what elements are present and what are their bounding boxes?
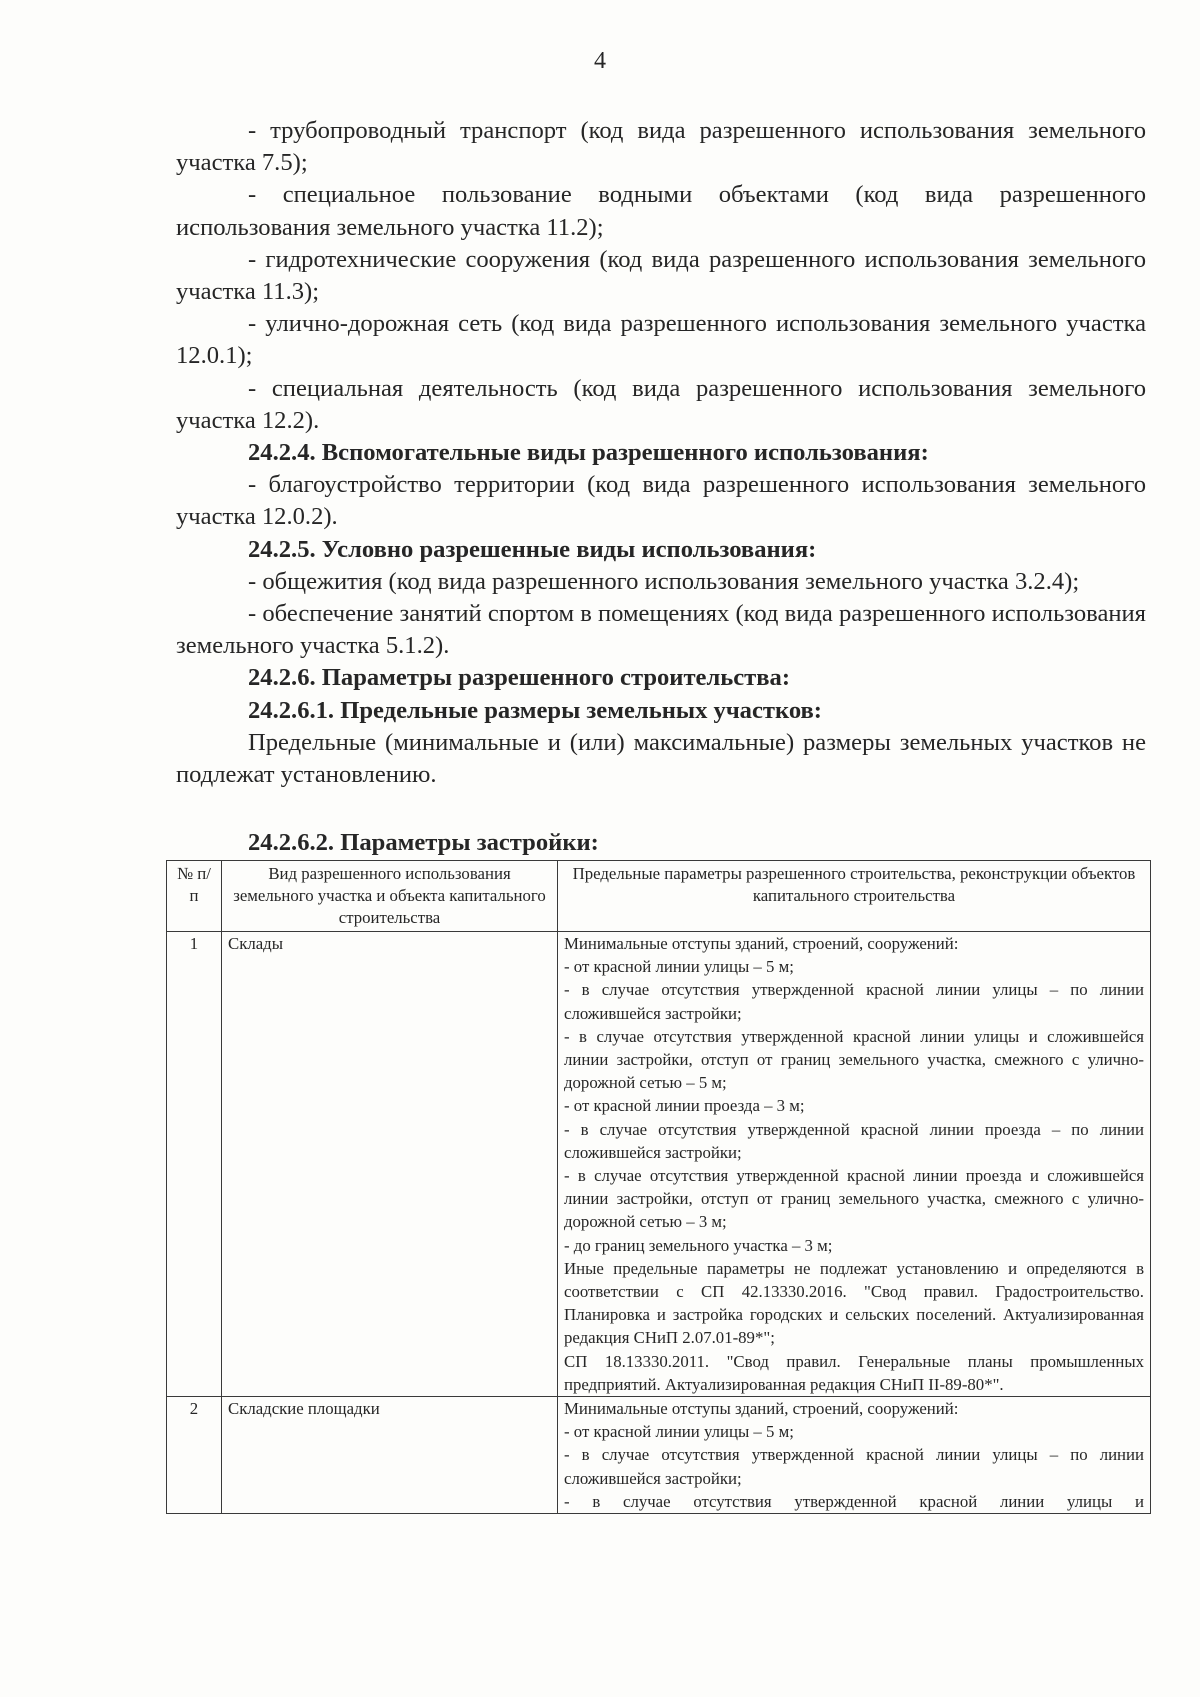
parameter-line: - от красной линии улицы – 5 м; [564,1422,794,1442]
list-item: - общежития (код вида разрешенного использования земельного участка 3.2.4); [248,567,1080,595]
row-number: 1 [167,932,222,1397]
table-header-row [167,861,1151,932]
parameter-line: - от красной линии улицы – 5 м; [564,957,794,977]
row-number: 2 [167,1397,222,1514]
list-item: - улично-дорожная сеть (код вида разрешенного использования земельного участка 12.0.1); [176,310,1146,370]
parameters-table [166,860,1151,1514]
header-number: № п/п [167,861,222,932]
table-heading: 24.2.6.2. Параметры застройки: [248,829,599,856]
parameters-cell [558,1397,1151,1514]
parameter-line: - в случае отсутствия утвержденной красной линии улицы – по линии сложившейся застройки; [564,980,1144,1023]
use-type-cell: Складские площадки [222,1397,558,1514]
table-row [167,1397,1151,1514]
parameter-line: Минимальные отступы зданий, строений, сооружений: [564,1399,959,1419]
parameter-line: - до границ земельного участка – 3 м; [564,1235,833,1255]
header-use-type: Вид разрешенного использования земельного участка и объекта капитального строительства [222,861,558,932]
parameter-line: - в случае отсутствия утвержденной красной линии улицы – по линии сложившейся застройки; [564,1445,1144,1488]
list-item: - специальная деятельность (код вида разрешенного использования земельного участка 12.2). [176,374,1146,434]
list-item: - гидротехнические сооружения (код вида разрешенного использования земельного участка 11.3); [176,245,1146,306]
parameter-line: Минимальные отступы зданий, строений, сооружений: [564,934,959,953]
list-item: - трубопроводный транспорт (код вида разрешенного использования земельного участка 7.5); [176,117,1146,177]
section-heading: 24.2.4. Вспомогательные виды разрешенного использования: [248,439,929,467]
list-item: - обеспечение занятий спортом в помещениях (код вида разрешенного использования земельного участка 5.1.2). [176,600,1146,660]
parameter-line: Иные предельные параметры не подлежат установлению и определяются в соответствии с СП 42.13330.2016. "Свод правил. Градостроительство. Планировка и застройка городских и сельских поселений. Актуализированная редакция СНиП 2.07.01-89*"; [564,1258,1144,1348]
header-parameters: Предельные параметры разрешенного строительства, реконструкции объектов капитального строительства [558,861,1151,932]
section-heading: 24.2.6. Параметры разрешенного строительства: [248,664,791,692]
list-item: - благоустройство территории (код вида разрешенного использования земельного участка 12.0.2). [176,471,1146,531]
use-type-cell: Склады [222,932,558,1397]
list-item: - специальное пользование водными объектами (код вида разрешенного использования земельного участка 11.2); [176,181,1146,241]
parameter-line: - в случае отсутствия утвержденной красной линии проезда и сложившейся линии застройки, отступ от границ земельного участка, смежного с улично-дорожной сетью – 3 м; [564,1166,1144,1232]
table-row [167,932,1151,1397]
parameter-line: СП 18.13330.2011. "Свод правил. Генеральные планы промышленных предприятий. Актуализированная редакция СНиП II-89-80*". [564,1351,1144,1394]
parameters-cell [558,932,1151,1397]
paragraph: Предельные (минимальные и (или) максимальные) размеры земельных участков не подлежат установлению. [176,728,1146,789]
page-number: 4 [594,48,606,74]
parameter-line: - в случае отсутствия утвержденной красной линии улицы и сложившейся линии застройки, отступ от границ земельного участка, смежного с улично-дорожной сетью – 5 м; [564,1026,1144,1093]
section-heading: 24.2.6.1. Предельные размеры земельных участков: [248,696,822,724]
body-text [176,115,1146,791]
parameter-line: - в случае отсутствия утвержденной красной линии проезда – по линии сложившейся застройки; [564,1119,1144,1162]
parameter-line: - в случае отсутствия утвержденной красной линии улицы и [564,1491,1144,1511]
parameter-line: - от красной линии проезда – 3 м; [564,1096,805,1116]
section-heading: 24.2.5. Условно разрешенные виды использования: [248,535,817,563]
